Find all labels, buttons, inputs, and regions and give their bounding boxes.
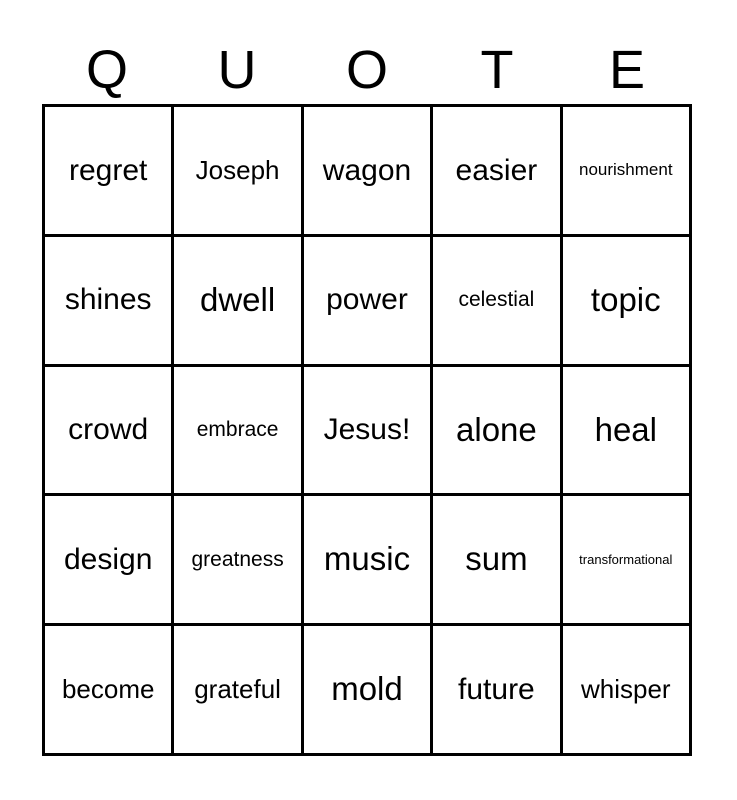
bingo-cell-label: greatness [191,547,284,571]
bingo-cell[interactable] [563,496,692,626]
bingo-cell-label: celestial [458,288,535,312]
bingo-cell-label: sum [465,540,528,578]
bingo-cell[interactable] [563,107,692,237]
bingo-cell-label: wagon [322,153,412,187]
bingo-cell-label: transformational [579,551,673,567]
bingo-cell[interactable] [304,107,433,237]
bingo-cell[interactable] [304,626,433,756]
bingo-cell-label: topic [590,280,661,318]
bingo-cell[interactable] [45,237,174,367]
bingo-cell-label: grateful [194,673,281,704]
bingo-cell[interactable] [174,107,303,237]
header-letter-2: U [217,40,257,100]
bingo-cell[interactable] [304,496,433,626]
bingo-cell[interactable] [304,367,433,497]
bingo-cell-label: dwell [199,280,276,318]
bingo-cell[interactable] [45,496,174,626]
bingo-cell-label: power [326,283,408,317]
bingo-cell[interactable] [433,496,562,626]
bingo-cell[interactable] [563,367,692,497]
header-letter-3: O [345,40,388,100]
header-letter-4: T [480,40,514,100]
bingo-cell[interactable] [563,237,692,367]
bingo-cell-label: easier [455,153,538,187]
bingo-cell-label: alone [456,410,537,448]
bingo-cell[interactable] [45,626,174,756]
bingo-cell-label: Jesus! [323,413,411,447]
bingo-cell[interactable] [174,496,303,626]
header-letter-1: Q [85,40,128,100]
bingo-grid [42,104,692,756]
bingo-cell-label: whisper [580,673,671,704]
bingo-cell[interactable] [304,237,433,367]
bingo-cell-label: future [458,672,535,706]
bingo-cell-label: embrace [196,417,279,441]
bingo-cell[interactable] [433,367,562,497]
bingo-cell-label: Joseph [195,154,280,185]
bingo-cell-label: heal [594,410,657,448]
bingo-cell[interactable] [563,626,692,756]
bingo-cell[interactable] [433,626,562,756]
bingo-cell-label: shines [64,283,152,317]
bingo-cell[interactable] [174,626,303,756]
bingo-cell[interactable] [174,367,303,497]
bingo-cell[interactable] [433,237,562,367]
bingo-header-row [42,36,692,104]
bingo-cell-label: nourishment [579,160,673,180]
header-letter-5: E [608,40,646,100]
bingo-cell-label: design [63,543,153,577]
bingo-cell[interactable] [45,367,174,497]
bingo-cell[interactable] [174,237,303,367]
bingo-cell-label: regret [69,153,148,187]
bingo-cell-label: crowd [68,413,149,447]
bingo-cell-label: mold [331,670,403,708]
bingo-cell[interactable] [45,107,174,237]
bingo-cell-label: music [323,540,411,578]
bingo-cell[interactable] [433,107,562,237]
bingo-cell-label: become [61,673,155,704]
